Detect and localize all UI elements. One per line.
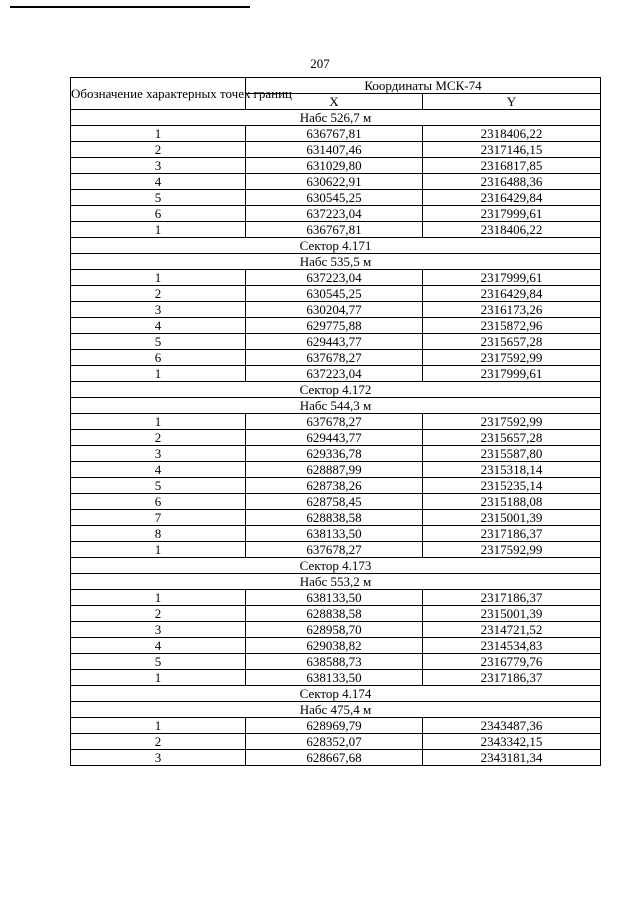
table-row [71, 494, 601, 510]
y-coordinate-cell: 2318406,22 [423, 222, 601, 238]
x-coordinate-cell: 628887,99 [246, 462, 423, 478]
table-row [71, 542, 601, 558]
point-number-cell: 6 [71, 206, 246, 222]
table-row [71, 334, 601, 350]
point-number-cell: 4 [71, 462, 246, 478]
point-number-cell: 1 [71, 222, 246, 238]
y-column-header: Y [423, 94, 601, 110]
points-column-header: Обозначение характерных точек границ [71, 78, 246, 110]
x-coordinate-cell: 628969,79 [246, 718, 423, 734]
x-coordinate-cell: 630204,77 [246, 302, 423, 318]
point-number-cell: 2 [71, 142, 246, 158]
y-coordinate-cell: 2316817,85 [423, 158, 601, 174]
x-coordinate-cell: 630622,91 [246, 174, 423, 190]
point-number-cell: 5 [71, 654, 246, 670]
x-coordinate-cell: 636767,81 [246, 222, 423, 238]
x-coordinate-cell: 628838,58 [246, 606, 423, 622]
table-row [71, 590, 601, 606]
table-row [71, 718, 601, 734]
table-row [71, 286, 601, 302]
point-number-cell: 6 [71, 350, 246, 366]
y-coordinate-cell: 2318406,22 [423, 126, 601, 142]
point-number-cell: 1 [71, 270, 246, 286]
point-number-cell: 1 [71, 414, 246, 430]
y-coordinate-cell: 2315872,96 [423, 318, 601, 334]
page-number: 207 [310, 56, 330, 71]
y-coordinate-cell: 2317146,15 [423, 142, 601, 158]
point-number-cell: 3 [71, 158, 246, 174]
table-body [71, 110, 601, 766]
y-coordinate-cell: 2316779,76 [423, 654, 601, 670]
table-row [71, 318, 601, 334]
y-coordinate-cell: 2315657,28 [423, 430, 601, 446]
table-row [71, 446, 601, 462]
table-header [71, 78, 601, 110]
table-row [71, 638, 601, 654]
section-label-row [71, 702, 601, 718]
section-label-row [71, 574, 601, 590]
y-coordinate-cell: 2317592,99 [423, 414, 601, 430]
y-coordinate-cell: 2317592,99 [423, 542, 601, 558]
y-coordinate-cell: 2343181,34 [423, 750, 601, 766]
point-number-cell: 1 [71, 718, 246, 734]
x-coordinate-cell: 631029,80 [246, 158, 423, 174]
table-row [71, 126, 601, 142]
x-coordinate-cell: 628738,26 [246, 478, 423, 494]
x-coordinate-cell: 637678,27 [246, 350, 423, 366]
point-number-cell: 1 [71, 670, 246, 686]
point-number-cell: 1 [71, 366, 246, 382]
point-number-cell: 5 [71, 190, 246, 206]
x-coordinate-cell: 637678,27 [246, 414, 423, 430]
x-coordinate-cell: 638133,50 [246, 670, 423, 686]
table-row [71, 190, 601, 206]
point-number-cell: 1 [71, 542, 246, 558]
x-coordinate-cell: 637678,27 [246, 542, 423, 558]
top-rule [10, 6, 250, 8]
y-coordinate-cell: 2314534,83 [423, 638, 601, 654]
point-number-cell: 3 [71, 446, 246, 462]
point-number-cell: 6 [71, 494, 246, 510]
y-coordinate-cell: 2316429,84 [423, 190, 601, 206]
y-coordinate-cell: 2317186,37 [423, 670, 601, 686]
section-label-row [71, 398, 601, 414]
x-coordinate-cell: 631407,46 [246, 142, 423, 158]
table-row [71, 670, 601, 686]
x-coordinate-cell: 629336,78 [246, 446, 423, 462]
point-number-cell: 5 [71, 478, 246, 494]
point-number-cell: 2 [71, 430, 246, 446]
table-row [71, 606, 601, 622]
point-number-cell: 1 [71, 126, 246, 142]
x-coordinate-cell: 638133,50 [246, 590, 423, 606]
x-coordinate-cell: 629038,82 [246, 638, 423, 654]
y-coordinate-cell: 2315318,14 [423, 462, 601, 478]
section-label: Сектор 4.174 [71, 686, 601, 702]
table-row [71, 478, 601, 494]
point-number-cell: 2 [71, 606, 246, 622]
x-coordinate-cell: 630545,25 [246, 190, 423, 206]
table-row [71, 206, 601, 222]
section-label: Сектор 4.172 [71, 382, 601, 398]
y-coordinate-cell: 2315001,39 [423, 606, 601, 622]
y-coordinate-cell: 2315657,28 [423, 334, 601, 350]
section-label: Сектор 4.171 [71, 238, 601, 254]
table-row [71, 622, 601, 638]
section-label: Набс 544,3 м [71, 398, 601, 414]
table-row [71, 270, 601, 286]
y-coordinate-cell: 2316173,26 [423, 302, 601, 318]
point-number-cell: 1 [71, 590, 246, 606]
x-coordinate-cell: 636767,81 [246, 126, 423, 142]
point-number-cell: 3 [71, 750, 246, 766]
table-row [71, 462, 601, 478]
x-coordinate-cell: 628838,58 [246, 510, 423, 526]
section-label-row [71, 686, 601, 702]
y-coordinate-cell: 2343342,15 [423, 734, 601, 750]
section-label-row [71, 558, 601, 574]
x-coordinate-cell: 628352,07 [246, 734, 423, 750]
y-coordinate-cell: 2343487,36 [423, 718, 601, 734]
y-coordinate-cell: 2317999,61 [423, 206, 601, 222]
y-coordinate-cell: 2317186,37 [423, 590, 601, 606]
table-row [71, 366, 601, 382]
section-label-row [71, 254, 601, 270]
x-coordinate-cell: 628667,68 [246, 750, 423, 766]
table-row [71, 158, 601, 174]
section-label-row [71, 382, 601, 398]
point-number-cell: 2 [71, 286, 246, 302]
x-coordinate-cell: 629775,88 [246, 318, 423, 334]
point-number-cell: 4 [71, 638, 246, 654]
table-row [71, 302, 601, 318]
y-coordinate-cell: 2315188,08 [423, 494, 601, 510]
section-label: Набс 526,7 м [71, 110, 601, 126]
point-number-cell: 3 [71, 302, 246, 318]
y-coordinate-cell: 2315235,14 [423, 478, 601, 494]
point-number-cell: 2 [71, 734, 246, 750]
x-coordinate-cell: 629443,77 [246, 430, 423, 446]
point-number-cell: 3 [71, 622, 246, 638]
section-label: Набс 475,4 м [71, 702, 601, 718]
table-row [71, 174, 601, 190]
section-label: Набс 535,5 м [71, 254, 601, 270]
point-number-cell: 5 [71, 334, 246, 350]
table-row [71, 414, 601, 430]
y-coordinate-cell: 2317999,61 [423, 270, 601, 286]
y-coordinate-cell: 2315587,80 [423, 446, 601, 462]
x-coordinate-cell: 629443,77 [246, 334, 423, 350]
table-row [71, 430, 601, 446]
y-coordinate-cell: 2317999,61 [423, 366, 601, 382]
table-row [71, 142, 601, 158]
table-row [71, 526, 601, 542]
point-number-cell: 4 [71, 174, 246, 190]
y-coordinate-cell: 2317186,37 [423, 526, 601, 542]
point-number-cell: 4 [71, 318, 246, 334]
point-number-cell: 8 [71, 526, 246, 542]
coordinates-header: Координаты МСК-74 [246, 78, 601, 94]
table-row [71, 510, 601, 526]
table-row [71, 350, 601, 366]
x-coordinate-cell: 630545,25 [246, 286, 423, 302]
table-row [71, 222, 601, 238]
x-coordinate-cell: 637223,04 [246, 270, 423, 286]
x-coordinate-cell: 638133,50 [246, 526, 423, 542]
coordinates-table [70, 77, 601, 766]
y-coordinate-cell: 2314721,52 [423, 622, 601, 638]
x-coordinate-cell: 628758,45 [246, 494, 423, 510]
point-number-cell: 7 [71, 510, 246, 526]
x-coordinate-cell: 637223,04 [246, 366, 423, 382]
y-coordinate-cell: 2316488,36 [423, 174, 601, 190]
section-label: Набс 553,2 м [71, 574, 601, 590]
table-row [71, 750, 601, 766]
section-label-row [71, 110, 601, 126]
x-coordinate-cell: 638588,73 [246, 654, 423, 670]
x-coordinate-cell: 637223,04 [246, 206, 423, 222]
table-row [71, 734, 601, 750]
x-coordinate-cell: 628958,70 [246, 622, 423, 638]
y-coordinate-cell: 2317592,99 [423, 350, 601, 366]
section-label: Сектор 4.173 [71, 558, 601, 574]
y-coordinate-cell: 2316429,84 [423, 286, 601, 302]
y-coordinate-cell: 2315001,39 [423, 510, 601, 526]
x-column-header: X [246, 94, 423, 110]
section-label-row [71, 238, 601, 254]
table-row [71, 654, 601, 670]
